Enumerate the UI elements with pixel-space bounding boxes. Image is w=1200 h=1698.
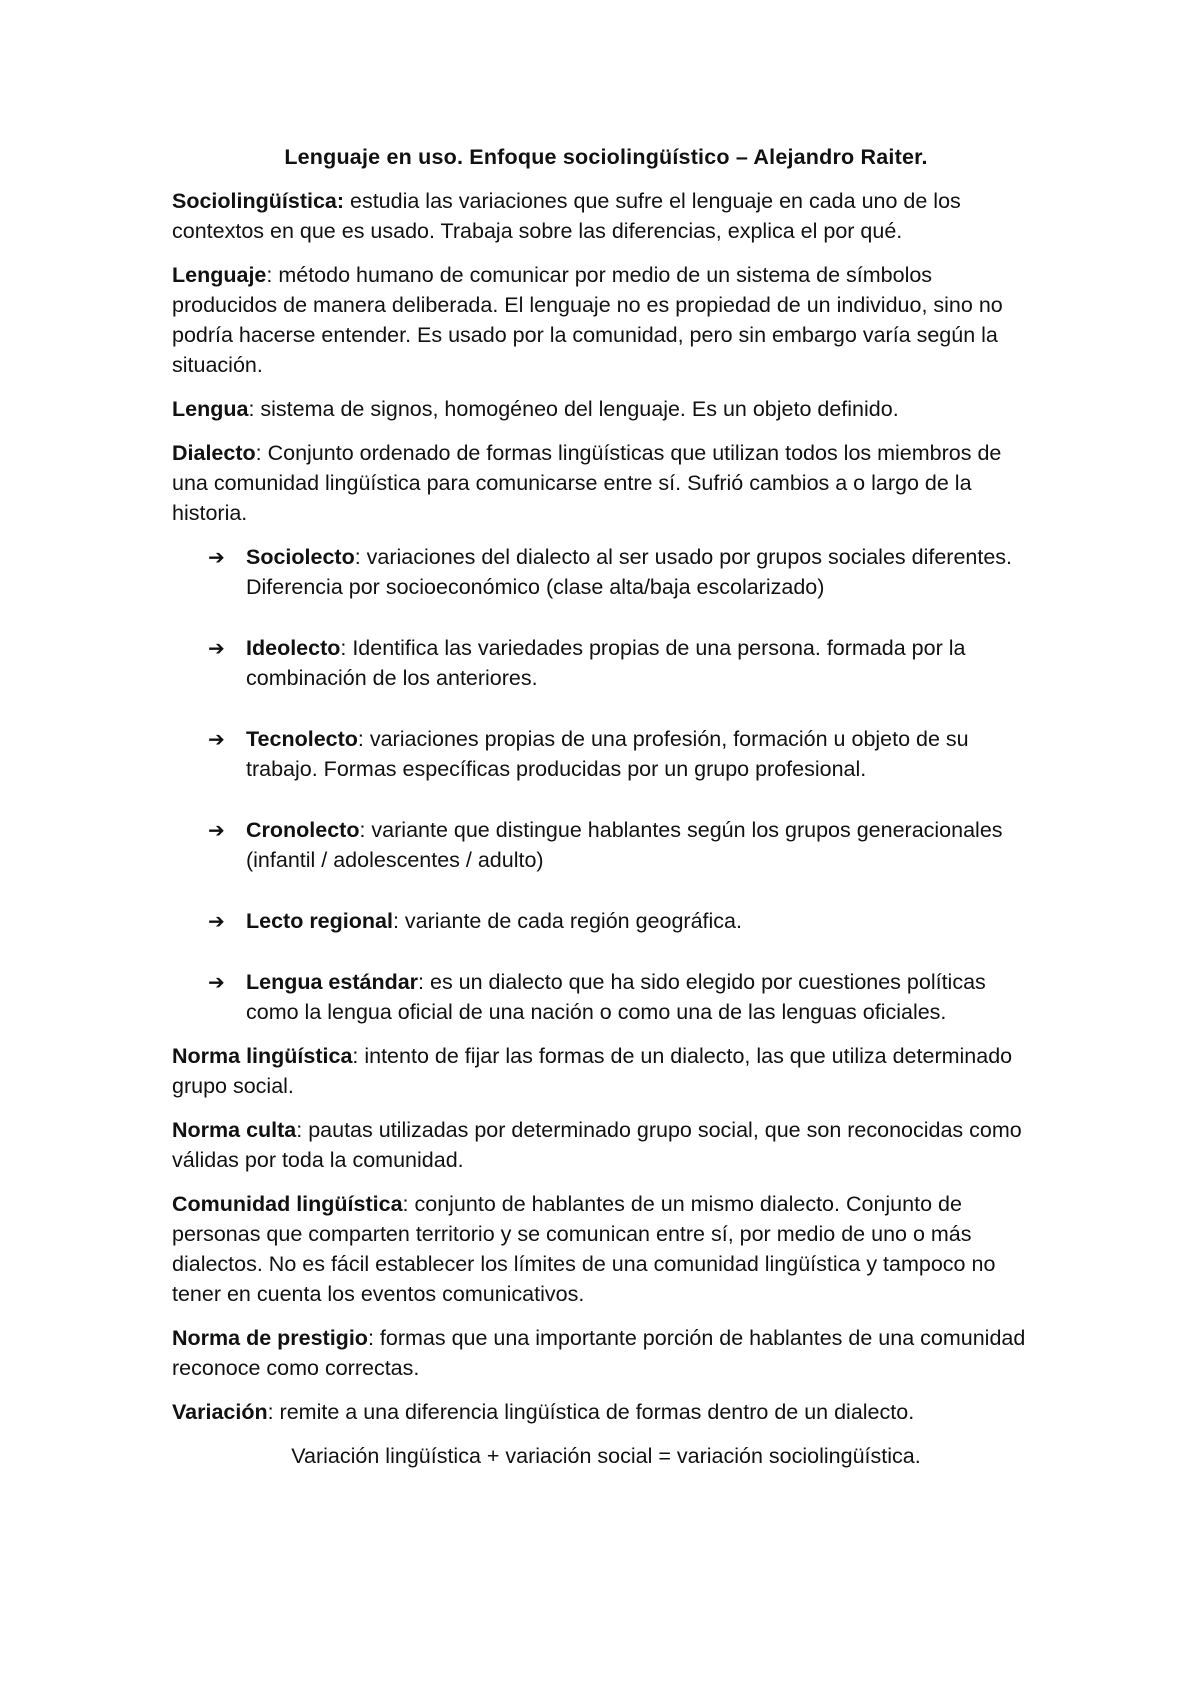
definition-norma-culta bbox=[172, 1115, 1040, 1175]
definition-text: : formas que una importante porción de hablantes de una comunidad reconoce como correctas. bbox=[172, 1326, 1026, 1380]
list-item-tecnolecto bbox=[172, 724, 1040, 784]
definition-text: : Conjunto ordenado de formas lingüísticas que utilizan todos los miembros de una comunidad lingüística para comunicarse entre sí. Sufrió cambios a o largo de la historia. bbox=[172, 441, 1002, 525]
list-item-text: : variante que distingue hablantes según los grupos generacionales (infantil / adolescentes / adulto) bbox=[246, 818, 1003, 872]
definition-sociolinguistica bbox=[172, 186, 1040, 246]
list-item-term: Tecnolecto bbox=[246, 727, 358, 751]
list-item-text: : variaciones del dialecto al ser usado por grupos sociales diferentes. Diferencia por socioeconómico (clase alta/baja escolarizado) bbox=[246, 545, 1013, 599]
definition-term: Comunidad lingüística bbox=[172, 1192, 403, 1216]
list-item-cronolecto bbox=[172, 815, 1040, 875]
definition-norma-linguistica bbox=[172, 1041, 1040, 1101]
definition-term: Norma culta bbox=[172, 1118, 297, 1142]
definition-term: Sociolingüística: bbox=[172, 189, 345, 213]
list-item-term: Sociolecto bbox=[246, 545, 355, 569]
list-item-term: Ideolecto bbox=[246, 636, 341, 660]
definition-text: : conjunto de hablantes de un mismo dialecto. Conjunto de personas que comparten territorio y se comunican entre sí, por medio de uno o más dialectos. No es fácil establecer los límites de una comunidad lingüística y tampoco no tener en cuenta los eventos comunicativos. bbox=[172, 1192, 996, 1306]
definition-text: : remite a una diferencia lingüística de formas dentro de un dialecto. bbox=[267, 1400, 915, 1424]
definition-term: Lengua bbox=[172, 397, 249, 421]
definition-text: : método humano de comunicar por medio de un sistema de símbolos producidos de manera deliberada. El lenguaje no es propiedad de un individuo, sino no podría hacerse entender. Es usado por la comunidad, pero sin embargo varía según la situación. bbox=[172, 263, 1003, 377]
list-item-term: Lecto regional bbox=[246, 909, 393, 933]
list-item-text: : variaciones propias de una profesión, formación u objeto de su trabajo. Formas específicas producidas por un grupo profesional. bbox=[246, 727, 969, 781]
definition-term: Norma de prestigio bbox=[172, 1326, 368, 1350]
definition-text: : sistema de signos, homogéneo del lenguaje. Es un objeto definido. bbox=[248, 397, 899, 421]
list-item-lecto-regional bbox=[172, 906, 1040, 936]
list-item-ideolecto bbox=[172, 633, 1040, 693]
document-page bbox=[172, 142, 1040, 1471]
right-arrow-icon: ➔ bbox=[208, 545, 225, 569]
document-title: Lenguaje en uso. Enfoque sociolingüístico – Alejandro Raiter. bbox=[284, 145, 928, 169]
definition-norma-de-prestigio bbox=[172, 1323, 1040, 1383]
definition-term: Dialecto bbox=[172, 441, 256, 465]
right-arrow-icon: ➔ bbox=[208, 970, 225, 994]
definition-text: : pautas utilizadas por determinado grupo social, que son reconocidas como válidas por toda la comunidad. bbox=[172, 1118, 1022, 1172]
definition-term: Norma lingüística bbox=[172, 1044, 353, 1068]
list-item-term: Cronolecto bbox=[246, 818, 360, 842]
definition-text: : intento de fijar las formas de un dialecto, las que utiliza determinado grupo social. bbox=[172, 1044, 1013, 1098]
definition-dialecto bbox=[172, 438, 1040, 528]
definition-variacion bbox=[172, 1397, 1040, 1427]
list-item-lengua-estandar bbox=[172, 967, 1040, 1027]
right-arrow-icon: ➔ bbox=[208, 727, 225, 751]
dialect-variants-list bbox=[172, 542, 1040, 1027]
list-item-text: : variante de cada región geográfica. bbox=[392, 909, 742, 933]
right-arrow-icon: ➔ bbox=[208, 909, 225, 933]
right-arrow-icon: ➔ bbox=[208, 636, 225, 660]
list-item-text: : Identifica las variedades propias de una persona. formada por la combinación de los anteriores. bbox=[246, 636, 966, 690]
list-item-term: Lengua estándar bbox=[246, 970, 419, 994]
list-item-sociolecto bbox=[172, 542, 1040, 602]
definition-lengua bbox=[172, 394, 1040, 424]
summary-equation: Variación lingüística + variación social = variación sociolingüística. bbox=[291, 1444, 921, 1468]
definition-comunidad-linguistica bbox=[172, 1189, 1040, 1309]
definition-term: Lenguaje bbox=[172, 263, 267, 287]
list-item-text: : es un dialecto que ha sido elegido por cuestiones políticas como la lengua oficial de una nación o como una de las lenguas oficiales. bbox=[246, 970, 986, 1024]
definition-term: Variación bbox=[172, 1400, 268, 1424]
definition-lenguaje bbox=[172, 260, 1040, 380]
definition-text: estudia las variaciones que sufre el lenguaje en cada uno de los contextos en que es usado. Trabaja sobre las diferencias, explica el por qué. bbox=[172, 189, 961, 243]
right-arrow-icon: ➔ bbox=[208, 818, 225, 842]
